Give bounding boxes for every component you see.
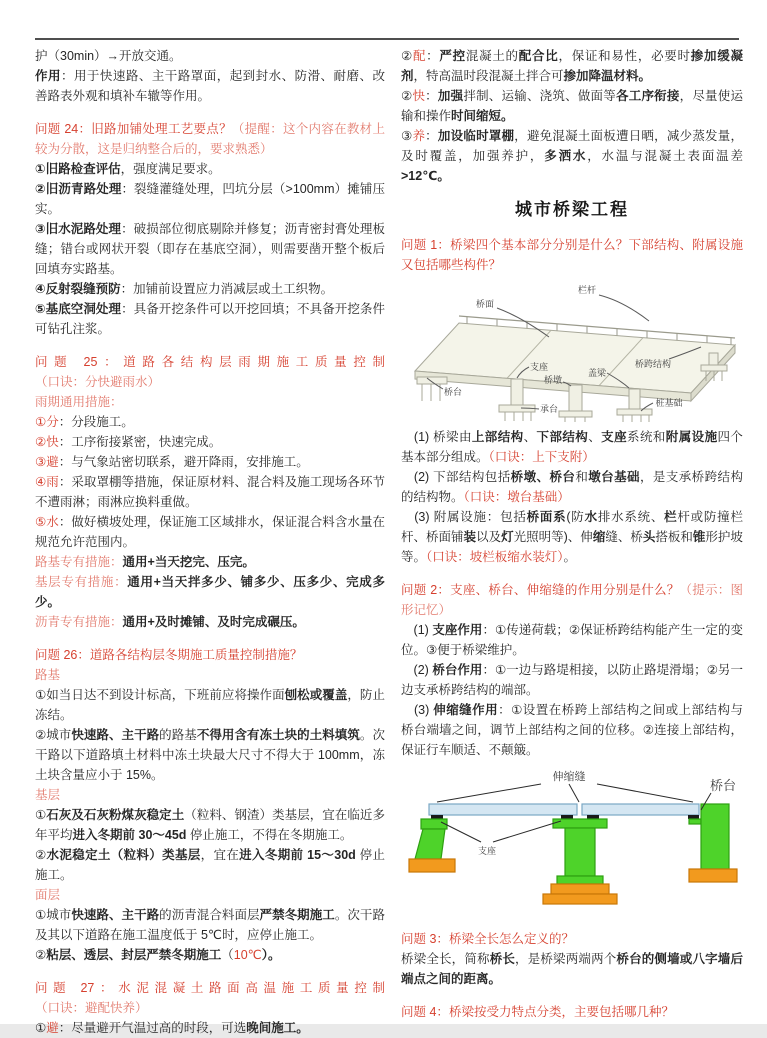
text-segment: ①旧路检查评估 xyxy=(35,162,121,176)
bridge-components-diagram xyxy=(401,281,746,423)
text-segment: （口诀：墩台基础） xyxy=(463,490,570,504)
text-line xyxy=(35,179,385,219)
text-segment: 桥台作用 xyxy=(432,663,483,677)
text-segment: ①分 xyxy=(35,415,59,429)
text-segment: ：裂缝灌缝处理，凹坑分层（>100mm）摊铺压实。 xyxy=(35,182,385,216)
text-segment: (3) 附属设施：包括 xyxy=(401,510,527,524)
text-line xyxy=(35,685,385,725)
text-segment: 。次干路以下道路填土材料中冻土块最大尺寸不得大于 100mm，冻土块含量应小于 15%。 xyxy=(35,728,385,782)
text-line xyxy=(401,427,743,467)
text-segment: 多洒水 xyxy=(544,149,588,163)
section-title xyxy=(401,198,743,222)
text-segment: （粒料、钢渣）类基层，宜在临近多年平均 xyxy=(35,808,385,842)
text-segment: 快速路、主干路 xyxy=(71,728,160,742)
text-line xyxy=(35,665,385,685)
text-line xyxy=(35,279,385,299)
text-line xyxy=(401,86,743,126)
text-segment: 问题 2： xyxy=(401,583,451,597)
text-segment: （口诀：坡栏板缩水装灯） xyxy=(426,550,564,564)
text-segment: 石灰及石灰粉煤灰稳定土 xyxy=(46,808,185,822)
text-segment: ：采取罩棚等措施，保证原材料、混合料及施工现场各环节不遭雨淋；雨淋应换料重做。 xyxy=(35,475,385,509)
text-segment: ② xyxy=(35,848,47,862)
text-segment: 搭板和 xyxy=(655,530,693,544)
railing-label: 栏杆 xyxy=(577,285,597,295)
text-segment: （口诀：避配快养） xyxy=(35,1001,148,1015)
text-segment: ：做好横坡处理，保证施工区域排水，保证混合料含水量在规范允许范围内。 xyxy=(35,515,385,549)
text-segment: 旧路加铺处理工艺要点？ xyxy=(91,122,232,136)
bridge-length-text xyxy=(401,929,743,1022)
question-heading xyxy=(401,235,743,275)
text-segment: 桥面系 xyxy=(526,510,567,524)
text-segment: 问题 24： xyxy=(35,122,92,136)
text-segment: 问题 26： xyxy=(35,648,90,662)
bearing-label: 支座 xyxy=(529,362,549,372)
bridge-elevation-diagram xyxy=(401,766,746,916)
text-segment: （口诀：上下支附） xyxy=(488,450,595,464)
text-segment: 配 xyxy=(412,49,427,63)
text-segment: 不得用含有冻土块的土料填筑 xyxy=(196,728,360,742)
text-segment: 严控 xyxy=(439,49,466,63)
text-segment: 。 xyxy=(563,550,577,564)
question-heading xyxy=(35,119,385,159)
bridge-parts-answer-text xyxy=(401,427,743,760)
text-segment: 问题 3： xyxy=(401,932,449,946)
text-segment: （提示：图形记忆） xyxy=(401,583,743,617)
text-line xyxy=(35,552,385,572)
text-segment: 光照明等)、伸 xyxy=(513,530,593,544)
text-line xyxy=(35,725,385,785)
two-column-layout xyxy=(35,46,743,1038)
text-segment: ：用于快速路、主干路罩面，起到封水、防滑、耐磨、改善路表外观和填补车辙等作用。 xyxy=(35,69,385,103)
text-segment: ⑤水 xyxy=(35,515,59,529)
text-segment: 各工序衔接 xyxy=(616,89,680,103)
cap-beam-label: 盖梁 xyxy=(587,368,607,378)
text-segment: ）。 xyxy=(261,948,281,962)
text-segment: (3) xyxy=(401,703,434,717)
text-segment: 支座、桥台、伸缩缝的作用分别是什么？ xyxy=(450,583,680,597)
text-line xyxy=(35,905,385,945)
text-segment: 水 xyxy=(584,510,598,524)
text-line xyxy=(35,46,385,66)
text-segment: ：具备开挖条件可以开挖回填；不具备开挖条件可钻孔注浆。 xyxy=(35,302,385,336)
text-line xyxy=(35,299,385,339)
text-segment: 快速路、主干路 xyxy=(71,908,160,922)
high-temp-control-text xyxy=(401,46,743,186)
text-segment: 上部结构 xyxy=(471,430,524,444)
text-segment: 桥台的侧墙或八字墙后端点之间的距离。 xyxy=(401,952,743,986)
text-segment: ② xyxy=(401,49,413,63)
text-segment: ：破损部位彻底剔除并修复；沥青密封膏处理板缝；错台或网状开裂（即存在基底空洞），则需要凿开整个板后回填夯实路基。 xyxy=(35,222,385,276)
text-segment: 快 xyxy=(412,89,426,103)
text-segment: ，强度满足要求。 xyxy=(120,162,221,176)
text-segment: 道路各结构层雨期施工质量控制 xyxy=(123,355,385,369)
text-line xyxy=(35,885,385,905)
text-segment: 面层 xyxy=(35,888,61,902)
text-segment: ②快 xyxy=(35,435,59,449)
text-segment: ，尽量使运输和操作 xyxy=(401,89,743,123)
question-heading xyxy=(401,1002,743,1022)
question-heading xyxy=(35,352,385,392)
text-segment: ② xyxy=(401,89,413,103)
text-segment: ，特高温时段混凝土拌合可 xyxy=(413,69,564,83)
text-segment: ：尽量避开气温过高的时段，可选 xyxy=(58,1021,247,1035)
text-segment: 沥青专有措施： xyxy=(35,615,123,629)
pile-foundation-label: 桩基础 xyxy=(655,398,683,408)
text-segment: 水泥混凝土路面高温施工质量控制 xyxy=(118,981,385,995)
text-segment: 问题 27： xyxy=(35,981,119,995)
text-segment: 配合比 xyxy=(518,49,559,63)
text-segment: ，避免混凝土面板遭日晒，减少蒸发量，及时覆盖，加强养护， xyxy=(401,129,743,163)
text-segment: 的路基 xyxy=(159,728,197,742)
text-segment: （提醒：这个内容在教材上较为分散，这是归纳整合后的，要求熟悉） xyxy=(35,122,385,156)
question-heading xyxy=(401,929,743,949)
text-segment: 路基 xyxy=(35,668,61,682)
text-segment: 进入冬期前 30～45d xyxy=(72,828,187,842)
text-segment: ： xyxy=(426,49,440,63)
text-segment: 加设临时罩棚 xyxy=(437,129,515,143)
text-segment: 问题 25： xyxy=(35,355,124,369)
bearing-label: 支座 xyxy=(477,846,497,856)
text-segment: ⑤基底空洞处理 xyxy=(35,302,122,316)
text-segment: 拌制、运输、浇筑、做面等 xyxy=(463,89,616,103)
text-segment: 。次干路及其以下道路在施工温度低于 5℃时，应停止施工。 xyxy=(35,908,385,942)
text-segment: 缝、桥 xyxy=(605,530,643,544)
abutment-label: 桥台 xyxy=(709,778,737,793)
text-segment: 灯 xyxy=(501,530,514,544)
text-line xyxy=(35,412,385,432)
text-line xyxy=(35,432,385,452)
text-line xyxy=(401,467,743,507)
expansion-joint-label: 伸缩缝 xyxy=(552,771,586,783)
text-segment: (防 xyxy=(566,510,585,524)
text-segment: 时间缩短。 xyxy=(451,109,514,123)
text-segment: 进入冬期前 15～30d xyxy=(239,848,356,862)
text-segment: 头 xyxy=(642,530,656,544)
text-segment: ：与气象站密切联系，避开降雨，安排施工。 xyxy=(58,455,309,469)
text-segment: 问题 1： xyxy=(401,238,451,252)
text-line xyxy=(401,660,743,700)
text-segment: 作用 xyxy=(35,69,61,83)
text-segment: 栏 xyxy=(664,510,678,524)
text-segment: ：①传递荷载；②保证桥跨结构能产生一定的变位。③便于桥梁维护。 xyxy=(401,623,743,657)
text-segment: ，防止冻结。 xyxy=(35,688,385,722)
text-segment: 装 xyxy=(463,530,477,544)
text-segment: ： xyxy=(425,129,438,143)
text-line xyxy=(401,949,743,989)
text-segment: 形护坡等。 xyxy=(401,530,743,564)
text-segment: 掺加缓凝剂 xyxy=(401,49,743,83)
question-heading xyxy=(35,978,385,1018)
text-segment: ：①设置在桥跨上部结构之间或上部结构与桥台端墙之间，调节上部结构之间的位移。②连接上部结构，保证行车顺适、不颠簸。 xyxy=(401,703,743,757)
text-segment: 停止施工，不得在冬期施工。 xyxy=(186,828,353,842)
text-segment: (2) xyxy=(401,663,433,677)
text-line xyxy=(35,805,385,845)
text-segment: 以及 xyxy=(476,530,502,544)
pile-cap-label: 承台 xyxy=(539,404,559,414)
text-segment: 的沥青混合料面层 xyxy=(159,908,260,922)
text-segment: 锥 xyxy=(692,530,706,544)
text-line xyxy=(35,945,385,965)
text-segment: 支座 xyxy=(601,430,628,444)
text-segment: 掺加降温材料。 xyxy=(563,69,652,83)
text-segment: 附属设施 xyxy=(665,430,718,444)
text-segment: ，水温与混凝土表面温差 xyxy=(587,149,743,163)
text-segment: 系统和 xyxy=(627,430,666,444)
text-segment: 通用+当天挖完、压完。 xyxy=(122,555,255,569)
text-segment: 支座作用 xyxy=(432,623,483,637)
text-line xyxy=(401,620,743,660)
text-segment: 10℃ xyxy=(233,948,262,962)
question-heading xyxy=(35,645,385,665)
pier-label: 桥墩 xyxy=(543,375,563,385)
bridge-section-heading xyxy=(401,198,743,275)
text-segment: ：①一边与路堤相接，以防止路堤滑塌；②另一边支承桥跨结构的端部。 xyxy=(401,663,743,697)
text-segment: ③避 xyxy=(35,455,59,469)
text-segment: 停止施工。 xyxy=(35,848,385,882)
text-line xyxy=(35,472,385,512)
text-line xyxy=(35,452,385,472)
text-segment: 水泥稳定土（粒料）类基层 xyxy=(46,848,201,862)
deck-surface-label: 桥面 xyxy=(475,299,495,309)
text-segment: (2) 下部结构包括 xyxy=(401,470,511,484)
text-segment: ：分段施工。 xyxy=(58,415,134,429)
text-segment: 严禁冬期施工 xyxy=(259,908,335,922)
top-rule xyxy=(35,38,739,40)
text-segment: 避 xyxy=(46,1021,59,1035)
text-segment: 路基专有措施： xyxy=(35,555,123,569)
text-segment: 混凝土的 xyxy=(465,49,519,63)
text-segment: 城市桥梁工程 xyxy=(515,200,629,219)
text-line xyxy=(35,512,385,552)
text-line xyxy=(401,126,743,186)
text-line xyxy=(35,1018,385,1038)
text-segment: ② xyxy=(35,948,47,962)
text-segment: ④反射裂缝预防 xyxy=(35,282,121,296)
text-segment: ： xyxy=(425,89,438,103)
superstructure-label: 桥跨结构 xyxy=(634,359,672,369)
text-segment: ②城市 xyxy=(35,728,72,742)
text-segment: 下部结构 xyxy=(536,430,589,444)
text-segment: 桥梁四个基本部分分别是什么？下部结构、附属设施又包括哪些构件？ xyxy=(401,238,743,272)
text-line xyxy=(35,159,385,179)
left-column xyxy=(35,46,385,1038)
text-segment: 基层 xyxy=(35,788,61,802)
text-segment: 基层专有措施： xyxy=(35,575,128,589)
text-line xyxy=(35,392,385,412)
text-segment: 桥梁全长，简称 xyxy=(401,952,490,966)
text-line xyxy=(35,66,385,106)
text-segment: 粘层、透层、封层严禁冬期施工 xyxy=(46,948,222,962)
text-segment: ，是桥梁两端两个 xyxy=(515,952,617,966)
text-segment: ：工序衔接紧密，快速完成。 xyxy=(58,435,222,449)
text-segment: 缩 xyxy=(592,530,606,544)
text-segment: 问题 4： xyxy=(401,1005,449,1019)
text-segment: ①城市 xyxy=(35,908,72,922)
text-line xyxy=(35,785,385,805)
text-line xyxy=(401,507,743,567)
text-segment: 晚间施工。 xyxy=(246,1021,309,1035)
text-line xyxy=(35,612,385,632)
text-segment: 通用+及时摊铺、及时完成碾压。 xyxy=(122,615,305,629)
text-segment: （ xyxy=(221,948,234,962)
text-segment: (1) 桥梁由 xyxy=(401,430,472,444)
text-line xyxy=(401,46,743,86)
text-segment: ，是支承桥跨结构的结构物。 xyxy=(401,470,743,504)
text-segment: ：加铺前设置应力消减层或土工织物。 xyxy=(120,282,334,296)
abutment-label: 桥台 xyxy=(443,387,463,397)
text-segment: 伸缩缝作用 xyxy=(433,703,499,717)
text-segment: ① xyxy=(35,808,47,822)
text-line xyxy=(35,219,385,279)
text-segment: ① xyxy=(35,1021,47,1035)
text-segment: 和 xyxy=(575,470,589,484)
text-segment: ，宜在 xyxy=(200,848,240,862)
question-heading xyxy=(401,580,743,620)
text-segment: 雨期通用措施： xyxy=(35,395,123,409)
text-segment: 排水系统、 xyxy=(597,510,665,524)
text-line xyxy=(401,700,743,760)
text-segment: 墩台基础 xyxy=(588,470,640,484)
text-segment: ②旧沥青路处理 xyxy=(35,182,122,196)
text-segment: 通用+当天拌多少、铺多少、压多少、完成多少。 xyxy=(35,575,385,609)
text-segment: 、 xyxy=(588,430,602,444)
text-segment: ③ xyxy=(401,129,413,143)
text-line xyxy=(35,845,385,885)
text-segment: 桥长 xyxy=(489,952,516,966)
text-segment: 养 xyxy=(412,129,426,143)
text-segment: ④雨 xyxy=(35,475,59,489)
text-segment: 道路各结构层冬期施工质量控制措施？ xyxy=(89,648,303,662)
text-segment: 桥梁按受力特点分类，主要包括哪几种？ xyxy=(448,1005,674,1019)
text-segment: （口诀：分快避雨水） xyxy=(35,375,161,389)
text-segment: 刨松或覆盖 xyxy=(284,688,348,702)
text-segment: ，保证和易性，必要时 xyxy=(558,49,691,63)
text-segment: (1) xyxy=(401,623,433,637)
text-segment: ③旧水泥路处理 xyxy=(35,222,122,236)
text-segment: 、 xyxy=(523,430,537,444)
text-segment: 桥墩、桥台 xyxy=(510,470,576,484)
right-column xyxy=(401,46,743,1038)
text-segment: ①如当日达不到设计标高，下班前应将操作面 xyxy=(35,688,285,702)
text-segment: >12℃。 xyxy=(401,169,450,183)
text-segment: 四个基本部分组成。 xyxy=(401,430,743,464)
text-segment: 加强 xyxy=(437,89,464,103)
text-segment: 护（30min）→开放交通。 xyxy=(35,49,182,63)
text-segment: 杆或防撞栏杆、桥面铺 xyxy=(401,510,743,544)
text-line xyxy=(35,572,385,612)
text-segment: 桥梁全长怎么定义的？ xyxy=(448,932,574,946)
